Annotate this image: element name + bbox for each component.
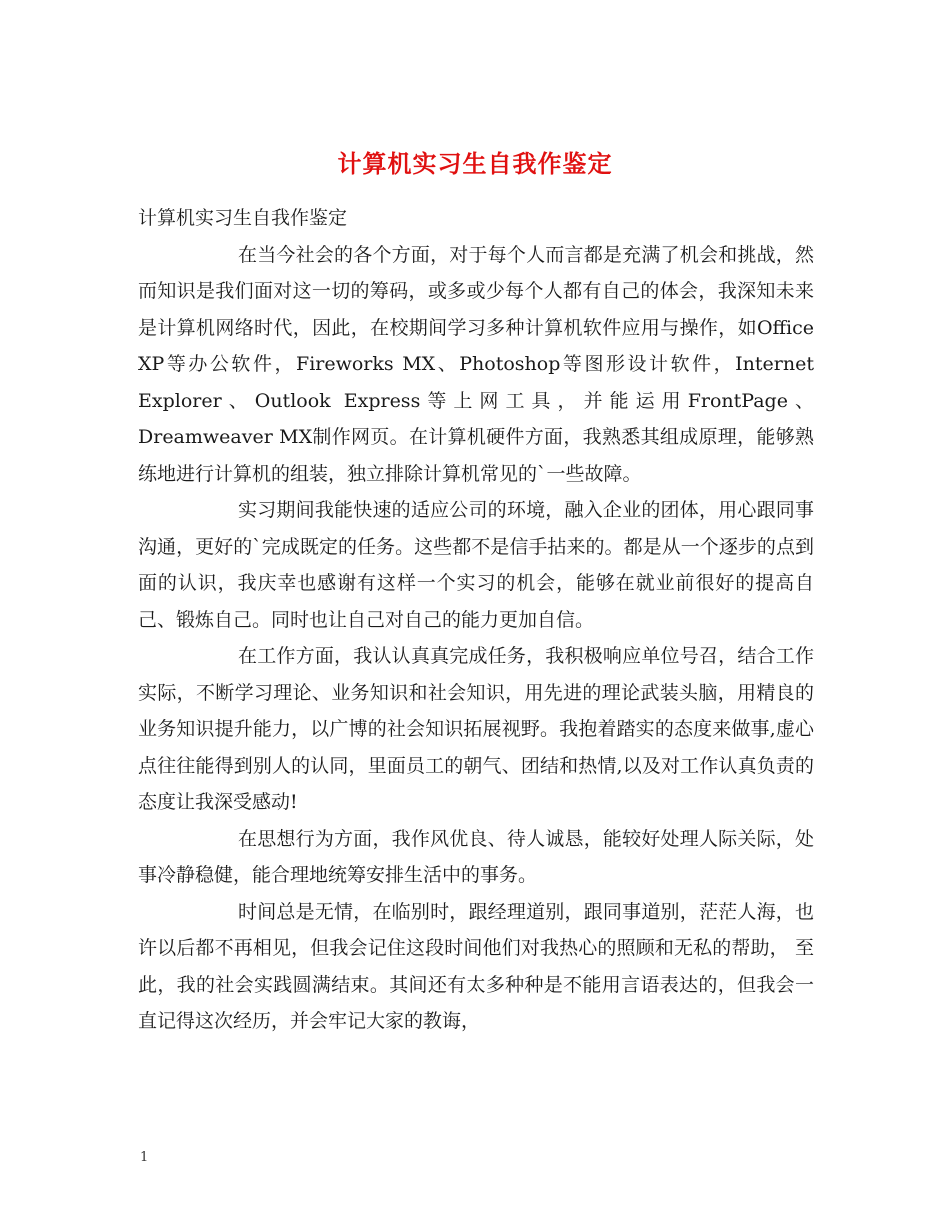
paragraph-5: 时间总是无情，在临别时，跟经理道别，跟同事道别，茫茫人海，也许以后都不再相见，但我会记住这段时间他们对我热心的照顾和无私的帮助， 至此，我的社会实践圆满结束。其间还有太多种种是不能用言语表达的，但我会一直记得这次经历，并会牢记大家的教诲， xyxy=(138,900,814,1032)
paragraph-3: 在工作方面，我认认真真完成任务，我积极响应单位号召，结合工作实际，不断学习理论、业务知识和社会知识，用先进的理论武装头脑，用精良的业务知识提升能力，以广博的社会知识拓展视野。我抱着踏实的态度来做事,虚心点往往能得到别人的认同，里面员工的朝气、团结和热情,以及对工作认真负责的态度让我深受感动! xyxy=(138,645,814,813)
paragraph-1: 在当今社会的各个方面，对于每个人而言都是充满了机会和挑战，然而知识是我们面对这一切的筹码，或多或少每个人都有自己的体会，我深知未来是计算机网络时代，因此，在校期间学习多种计算机软件应用与操作，如Office XP等办公软件，Fireworks MX、Photoshop等图形设计软件，Internet Explorer、Outlook Express等上网工具，并能运用FrontPage、Dreamweaver MX制作网页。在计算机硬件方面，我熟悉其组成原理，能够熟练地进行计算机的组装，独立排除计算机常见的`一些故障。 xyxy=(138,243,814,485)
paragraph-2: 实习期间我能快速的适应公司的环境，融入企业的团体，用心跟同事沟通，更好的`完成既定的任务。这些都不是信手拈来的。都是从一个逐步的点到面的认识，我庆幸也感谢有这样一个实习的机会，能够在就业前很好的提高自己、锻炼自己。同时也让自己对自己的能力更加自信。 xyxy=(138,499,814,631)
document-body xyxy=(138,200,814,1040)
document-title: 计算机实习生自我作鉴定 xyxy=(337,149,613,179)
paragraph-4: 在思想行为方面，我作风优良、待人诚恳，能较好处理人际关际，处事冷静稳健，能合理地统筹安排生活中的事务。 xyxy=(138,827,814,886)
page-number: 1 xyxy=(140,1150,149,1165)
document-subheading: 计算机实习生自我作鉴定 xyxy=(138,207,348,229)
